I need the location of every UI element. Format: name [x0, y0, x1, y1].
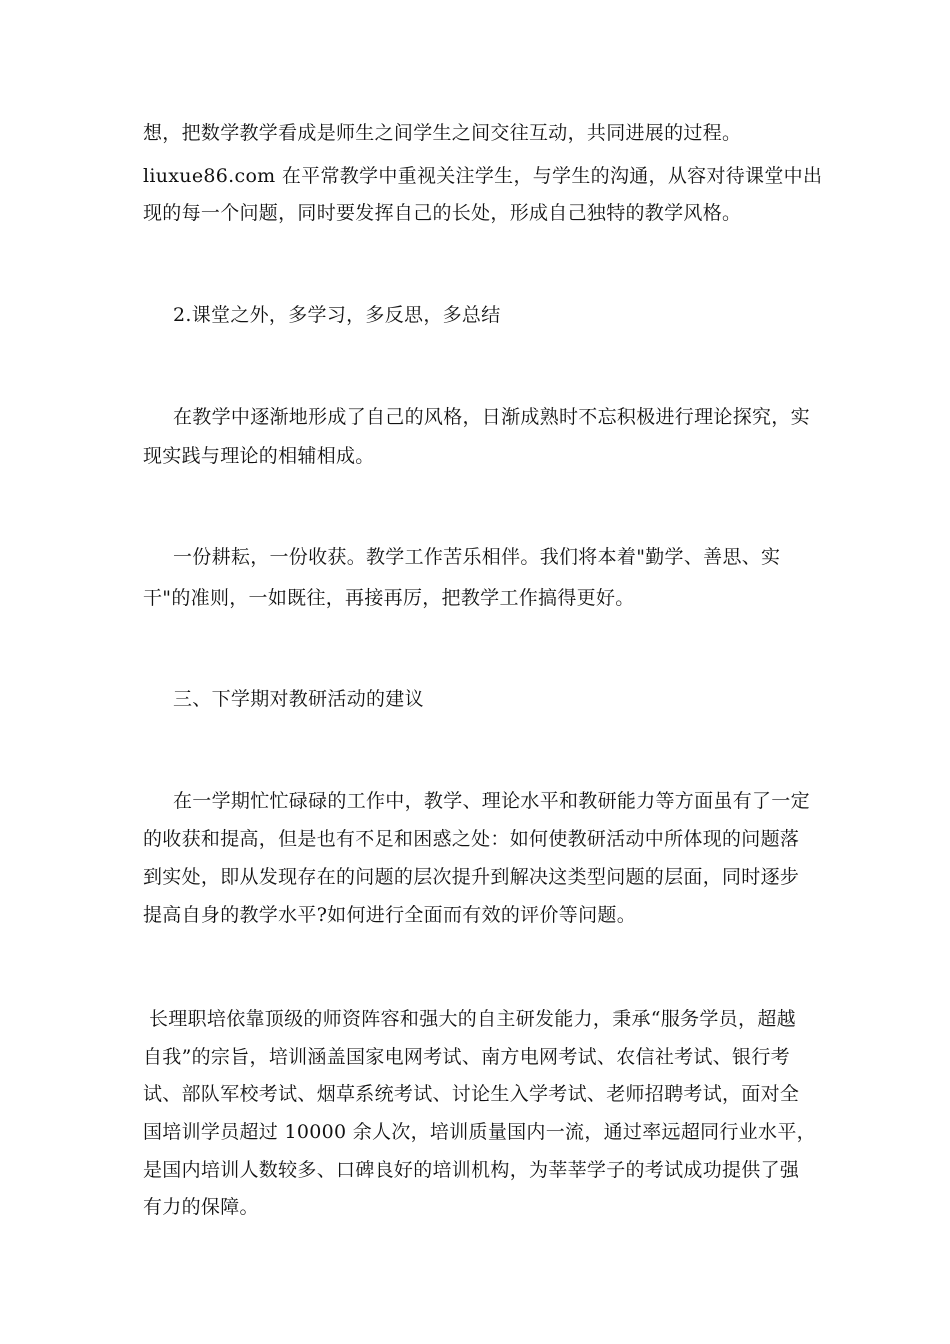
- text-line: 在一学期忙忙碌碌的工作中，教学、理论水平和教研能力等方面虽有了一定: [173, 790, 810, 812]
- text-line: 提高自身的教学水平?如何进行全面而有效的评价等问题。: [143, 904, 636, 926]
- text-line: 的收获和提高，但是也有不足和困惑之处：如何使教研活动中所体现的问题落: [143, 828, 800, 850]
- text-line: 干"的准则，一如既往，再接再厉，把教学工作搞得更好。: [143, 587, 635, 609]
- text-line: 现实践与理论的相辅相成。: [143, 445, 375, 467]
- text-line: 是国内培训人数较多、口碑良好的培训机构，为莘莘学子的考试成功提供了强: [143, 1159, 800, 1181]
- text-line: 有力的保障。: [143, 1196, 259, 1218]
- text-line: liuxue86.com 在平常教学中重视关注学生，与学生的沟通，从容对待课堂中出: [143, 165, 823, 187]
- text-line: 试、部队军校考试、烟草系统考试、讨论生入学考试、老师招聘考试，面对全: [143, 1083, 800, 1105]
- text-line: 一份耕耘，一份收获。教学工作苦乐相伴。我们将本着"勤学、善思、实: [173, 546, 781, 568]
- section-heading-outside-class: 2.课堂之外，多学习，多反思，多总结: [173, 304, 501, 326]
- text-line: 长理职培依靠顶级的师资阵容和强大的自主研发能力，秉承“服务学员，超越: [149, 1008, 796, 1030]
- text-line: 在教学中逐渐地形成了自己的风格，日渐成熟时不忘积极进行理论探究，实: [173, 406, 810, 428]
- text-line: 到实处，即从发现存在的问题的层次提升到解决这类型问题的层面，同时逐步: [143, 866, 800, 888]
- section-heading-suggestions: 三、下学期对教研活动的建议: [173, 688, 424, 710]
- text-line: 自我”的宗旨，培训涵盖国家电网考试、南方电网考试、农信社考试、银行考: [143, 1046, 790, 1068]
- text-line: 国培训学员超过 10000 余人次，培训质量国内一流，通过率远超同行业水平，: [143, 1121, 816, 1143]
- text-line: 现的每一个问题，同时要发挥自己的长处，形成自己独特的教学风格。: [143, 202, 742, 224]
- text-line: 想，把数学教学看成是师生之间学生之间交往互动，共同进展的过程。: [143, 122, 742, 144]
